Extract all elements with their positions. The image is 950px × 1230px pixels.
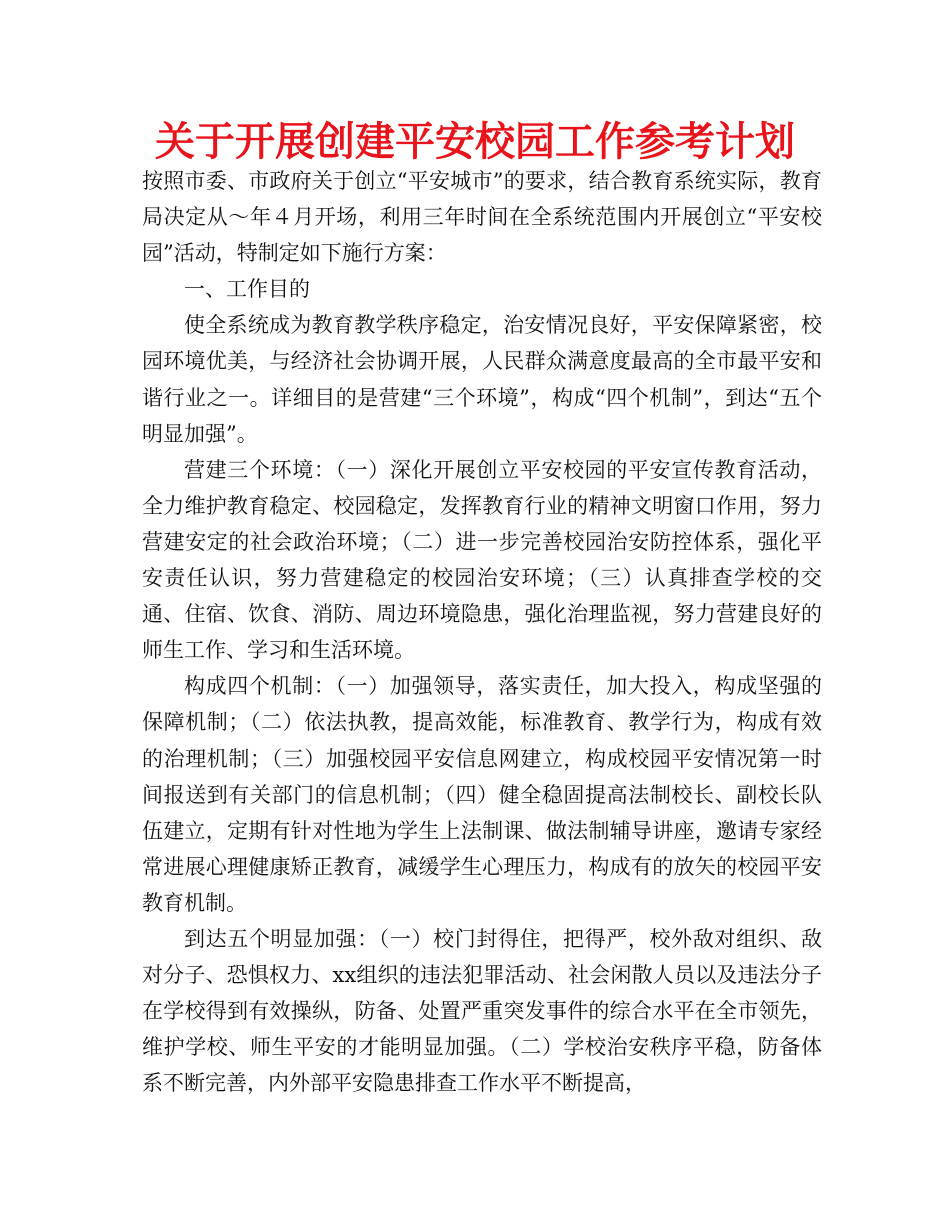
paragraph-goals: 使全系统成为教育教学秩序稳定，治安情况良好，平安保障紧密，校园环境优美，与经济社会协调开展，人民群众满意度最高的全市最平安和谐行业之一。详细目的是营建“三个环境”，构成“四个机制”，到达“五个明显加强”。 <box>142 313 822 446</box>
document-body <box>142 163 822 1101</box>
document-title: 关于开展创建平安校园工作参考计划 <box>155 119 795 165</box>
paragraph-four-mechanisms: 构成四个机制：（一）加强领导，落实责任，加大投入，构成坚强的保障机制；（二）依法执教，提高效能，标准教育、教学行为，构成有效的治理机制；（三）加强校园平安信息网建立，构成校园平安情况第一时间报送到有关部门的信息机制；（四）健全稳固提高法制校长、副校长队伍建立，定期有针对性地为学生上法制课、做法制辅导讲座，邀请专家经常进展心理健康矫正教育，减缓学生心理压力，构成有的放矢的校园平安教育机制。 <box>142 674 822 915</box>
section-heading-work-goals: 一、工作目的 <box>184 277 310 302</box>
paragraph-five-strengthenings: 到达五个明显加强：（一）校门封得住，把得严，校外敌对组织、敌对分子、恐惧权力、xx组织的违法犯罪活动、社会闲散人员以及违法分子在学校得到有效操纵，防备、处置严重突发事件的综合水平在全市领先，维护学校、师生平安的才能明显加强。（二）学校治安秩序平稳，防备体系不断完善，内外部平安隐患排查工作水平不断提高， <box>142 926 822 1096</box>
paragraph-three-environments: 营建三个环境：（一）深化开展创立平安校园的平安宣传教育活动，全力维护教育稳定、校园稳定，发挥教育行业的精神文明窗口作用，努力营建安定的社会政治环境；（二）进一步完善校园治安防控体系，强化平安责任认识，努力营建稳定的校园治安环境；（三）认真排查学校的交通、住宿、饮食、消防、周边环境隐患，强化治理监视，努力营建良好的师生工作、学习和生活环境。 <box>142 457 822 663</box>
paragraph-intro: 按照市委、市政府关于创立“平安城市”的要求，结合教育系统实际，教育局决定从～年４月开场，利用三年时间在全系统范围内开展创立“平安校园”活动，特制定如下施行方案： <box>142 169 822 266</box>
